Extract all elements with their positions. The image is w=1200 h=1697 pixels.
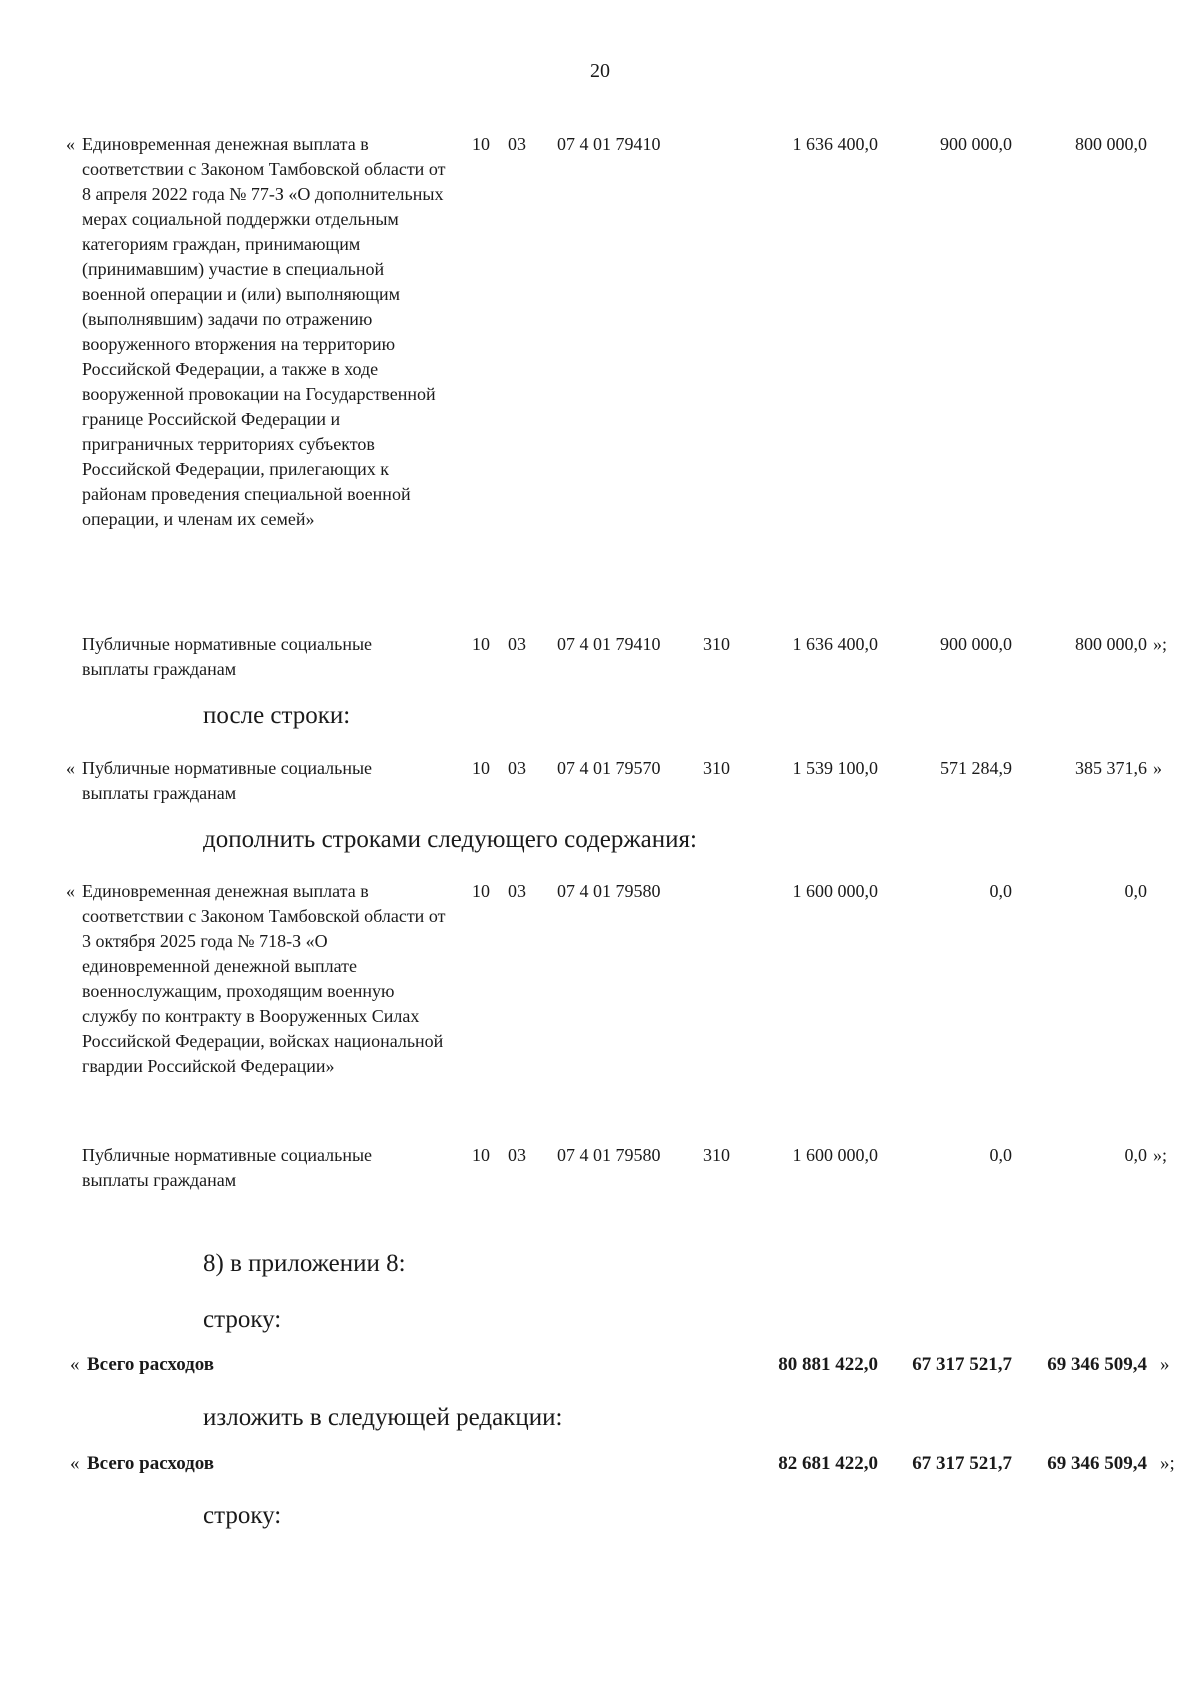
subsection-code: 03: [508, 634, 526, 654]
open-quote: «: [66, 758, 75, 778]
subsection-code: 03: [508, 881, 526, 901]
section-code: 10: [472, 881, 490, 901]
open-quote: «: [66, 881, 75, 901]
subsection-code: 03: [508, 758, 526, 778]
amount-year-1: 1 600 000,0: [792, 881, 878, 901]
section-code: 10: [472, 134, 490, 154]
target-article-code: 07 4 01 79580: [557, 881, 661, 901]
target-article-code: 07 4 01 79570: [557, 758, 661, 778]
amount-year-3: 0,0: [1124, 881, 1147, 901]
target-article-code: 07 4 01 79410: [557, 634, 661, 654]
close-quote: »: [1160, 1354, 1170, 1375]
open-quote: «: [70, 1453, 80, 1474]
section-code: 10: [472, 634, 490, 654]
expense-type-code: 310: [703, 634, 730, 654]
close-quote: »;: [1153, 1145, 1168, 1165]
row-name: Публичные нормативные социальные выплаты гражданам: [82, 634, 373, 679]
row-name: Единовременная денежная выплата в соответствии с Законом Тамбовской области от 3 октября 2025 года № 718-З «О единовременной денежной выплате военнослужащим, проходящим военную службу по контракту в Вооруженных Силах Российской Федерации, войсках национальной гвардии Российской Федерации»: [82, 881, 446, 1076]
amount-year-1: 1 636 400,0: [792, 634, 878, 654]
total-year-2: 67 317 521,7: [912, 1354, 1012, 1375]
total-label: Всего расходов: [87, 1453, 215, 1474]
row-name: Единовременная денежная выплата в соответствии с Законом Тамбовской области от 8 апреля 2022 года № 77-З «О дополнительных мерах социальной поддержки отдельным категориям граждан, принимающим (принимавшим) участие в специальной военной операции и (или) выполняющим (выполнявшим) задачи по отражению вооруженного вторжения на территорию Российской Федерации, а также в ходе вооруженной провокации на Государственной границе Российской Федерации и приграничных территориях субъектов Российской Федерации, прилегающих к районам проведения специальной военной операции, и членам их семей»: [82, 134, 446, 529]
total-label: Всего расходов: [87, 1354, 215, 1375]
amount-year-2: 900 000,0: [940, 634, 1012, 654]
amount-year-1: 1 600 000,0: [792, 1145, 878, 1165]
amount-year-2: 900 000,0: [940, 134, 1012, 154]
instruction-item-8: 8) в приложении 8:: [203, 1250, 406, 1277]
amount-year-3: 0,0: [1124, 1145, 1147, 1165]
section-code: 10: [472, 1145, 490, 1165]
amount-year-3: 800 000,0: [1075, 634, 1147, 654]
instruction-after-row: после строки:: [203, 702, 351, 729]
total-year-1: 82 681 422,0: [778, 1453, 878, 1474]
total-year-2: 67 317 521,7: [912, 1453, 1012, 1474]
instruction-line: строку:: [203, 1306, 282, 1333]
instruction-line: строку:: [203, 1502, 282, 1529]
instruction-restate: изложить в следующей редакции:: [203, 1404, 563, 1431]
target-article-code: 07 4 01 79410: [557, 134, 661, 154]
page-number: 20: [590, 60, 610, 82]
subsection-code: 03: [508, 1145, 526, 1165]
open-quote: «: [66, 134, 75, 154]
amount-year-3: 800 000,0: [1075, 134, 1147, 154]
open-quote: «: [70, 1354, 80, 1375]
amount-year-2: 571 284,9: [940, 758, 1012, 778]
amount-year-2: 0,0: [989, 881, 1012, 901]
amount-year-1: 1 539 100,0: [792, 758, 878, 778]
total-year-3: 69 346 509,4: [1047, 1453, 1147, 1474]
instruction-add-rows: дополнить строками следующего содержания:: [203, 826, 697, 853]
section-code: 10: [472, 758, 490, 778]
amount-year-1: 1 636 400,0: [792, 134, 878, 154]
amount-year-3: 385 371,6: [1075, 758, 1147, 778]
amount-year-2: 0,0: [989, 1145, 1012, 1165]
total-year-1: 80 881 422,0: [778, 1354, 878, 1375]
target-article-code: 07 4 01 79580: [557, 1145, 661, 1165]
total-year-3: 69 346 509,4: [1047, 1354, 1147, 1375]
expense-type-code: 310: [703, 758, 730, 778]
row-name: Публичные нормативные социальные выплаты гражданам: [82, 1145, 373, 1190]
subsection-code: 03: [508, 134, 526, 154]
close-quote: »;: [1153, 634, 1168, 654]
close-quote: »: [1153, 758, 1162, 778]
expense-type-code: 310: [703, 1145, 730, 1165]
close-quote: »;: [1160, 1453, 1175, 1474]
row-name: Публичные нормативные социальные выплаты гражданам: [82, 758, 373, 803]
